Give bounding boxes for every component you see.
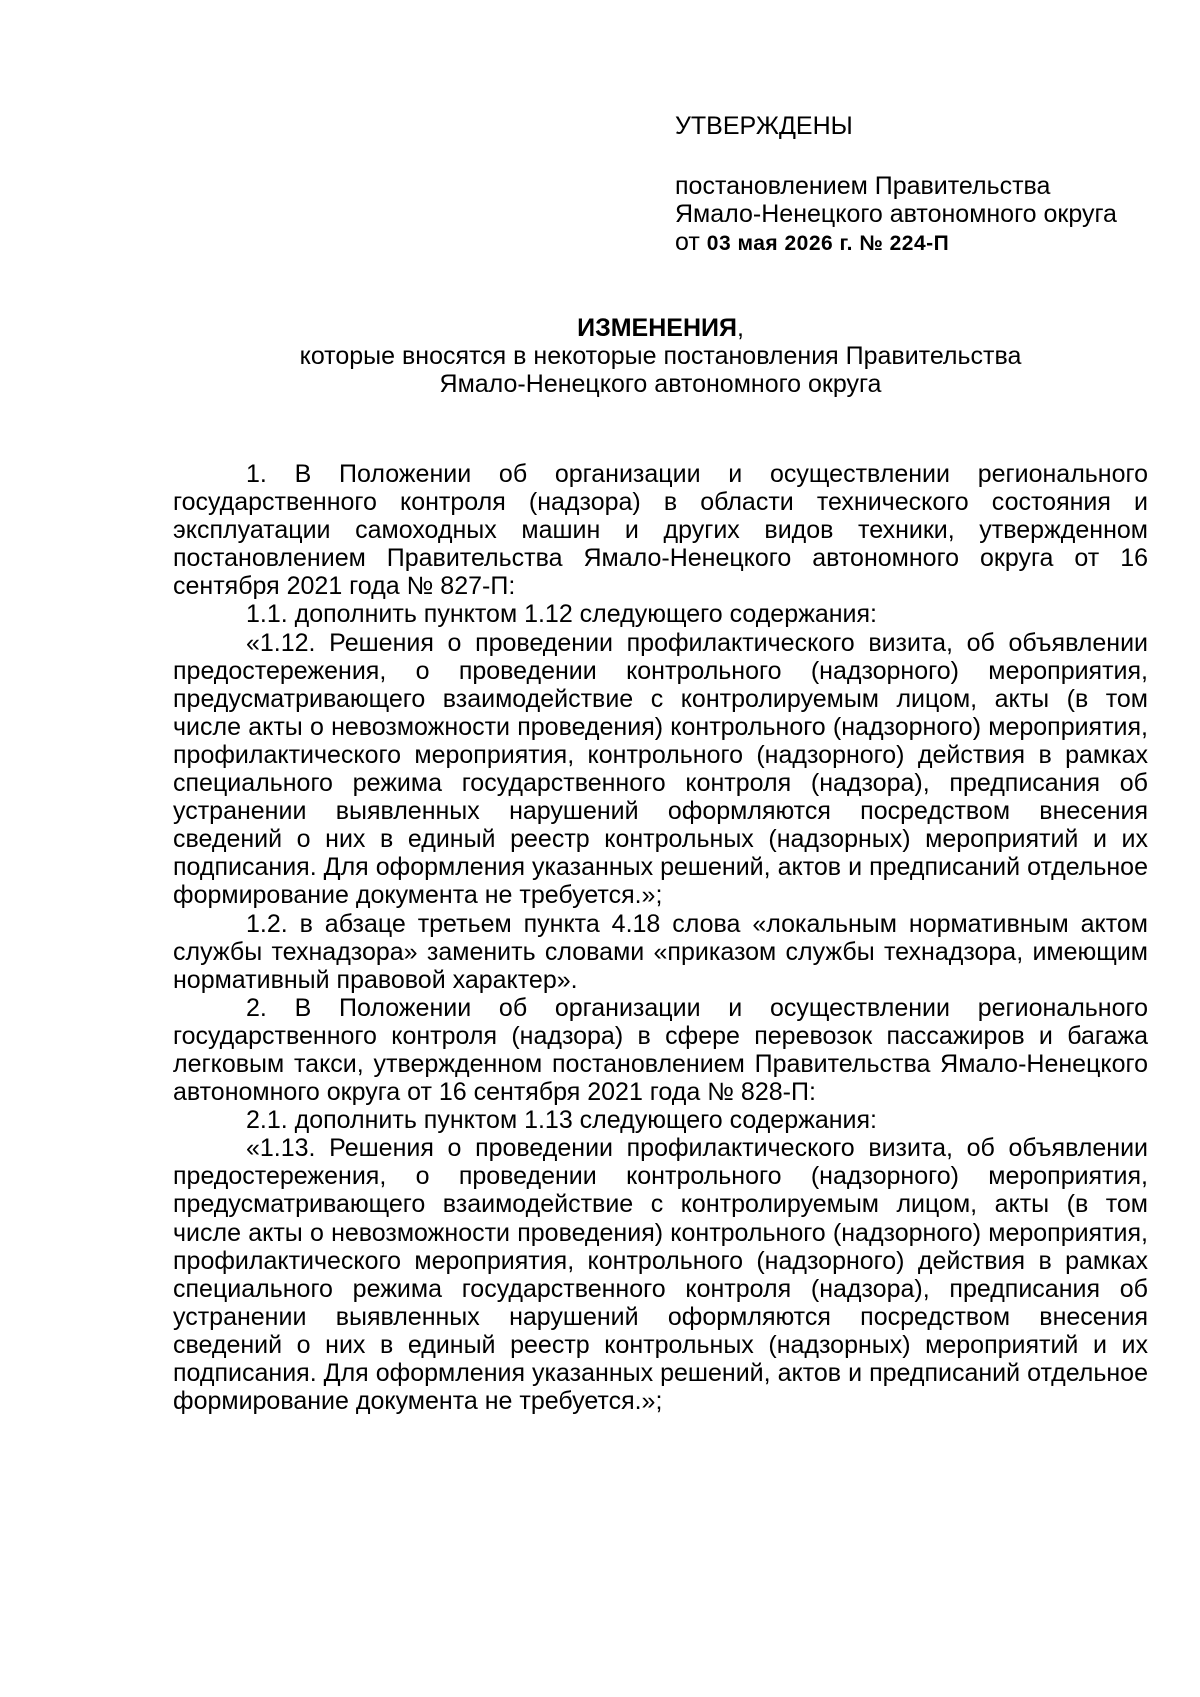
approval-block xyxy=(675,112,1175,258)
paragraph-1-13-text: «1.13. Решения о проведении профилактического визита, об объявлении предостережения, о проведении контрольного (надзорного) мероприятия, предусматривающего взаимодействие с контролируемым лицом, акты (в том числе акты о невозможности проведения) контрольного (надзорного) мероприятия, профилактического мероприятия, контрольного (надзорного) действия в рамках специального режима государственного контроля (надзора), предписания об устранении выявленных нарушений оформляются посредством внесения сведений о них в единый реестр контрольных (надзорных) мероприятий и их подписания. Для оформления указанных решений, актов и предписаний отдельное формирование документа не требуется.»; xyxy=(173,1134,1148,1416)
title-line-1 xyxy=(173,314,1148,342)
paragraph-1-12-text: «1.12. Решения о проведении профилактического визита, об объявлении предостережения, о проведении контрольного (надзорного) мероприятия, предусматривающего взаимодействие с контролируемым лицом, акты (в том числе акты о невозможности проведения) контрольного (надзорного) мероприятия, профилактического мероприятия, контрольного (надзорного) действия в рамках специального режима государственного контроля (надзора), предписания об устранении выявленных нарушений оформляются посредством внесения сведений о них в единый реестр контрольных (надзорных) мероприятий и их подписания. Для оформления указанных решений, актов и предписаний отдельное формирование документа не требуется.»; xyxy=(173,628,1148,910)
paragraph-2: 2. В Положении об организации и осуществлении регионального государственного контроля (надзора) в сфере перевозок пассажиров и багажа легковым такси, утвержденном постановлением Правительства Ямало-Ненецкого автономного округа от 16 сентября 2021 года № 828-П: xyxy=(173,993,1148,1107)
approval-date-value: 03 мая 2026 г. № 224-П xyxy=(706,232,950,255)
paragraph-1-1: 1.1. дополнить пунктом 1.12 следующего содержания: xyxy=(246,600,877,629)
approval-date-line xyxy=(675,228,1175,258)
document-title xyxy=(173,314,1148,398)
approval-stamp: УТВЕРЖДЕНЫ xyxy=(675,112,853,140)
approval-line-2: Ямало-Ненецкого автономного округа xyxy=(675,200,1117,228)
title-line-3: Ямало-Ненецкого автономного округа xyxy=(439,370,882,398)
approval-date-prefix: от xyxy=(675,228,700,256)
title-comma: , xyxy=(736,314,744,342)
title-main: ИЗМЕНЕНИЯ xyxy=(577,314,737,342)
approval-line-1: постановлением Правительства xyxy=(675,172,1051,200)
paragraph-1-2: 1.2. в абзаце третьем пункта 4.18 слова «локальным нормативным актом службы технадзора» заменить словами «приказом службы технадзора, имеющим нормативный правовой характер». xyxy=(173,909,1148,994)
paragraph-1: 1. В Положении об организации и осуществлении регионального государственного контроля (надзора) в области технического состояния и эксплуатации самоходных машин и других видов техники, утвержденном постановлением Правительства Ямало-Ненецкого автономного округа от 16 сентября 2021 года № 827-П: xyxy=(173,460,1148,601)
paragraph-2-1: 2.1. дополнить пунктом 1.13 следующего содержания: xyxy=(246,1106,877,1135)
document-body xyxy=(173,460,1148,1415)
title-line-2: которые вносятся в некоторые постановления Правительства xyxy=(299,342,1022,370)
